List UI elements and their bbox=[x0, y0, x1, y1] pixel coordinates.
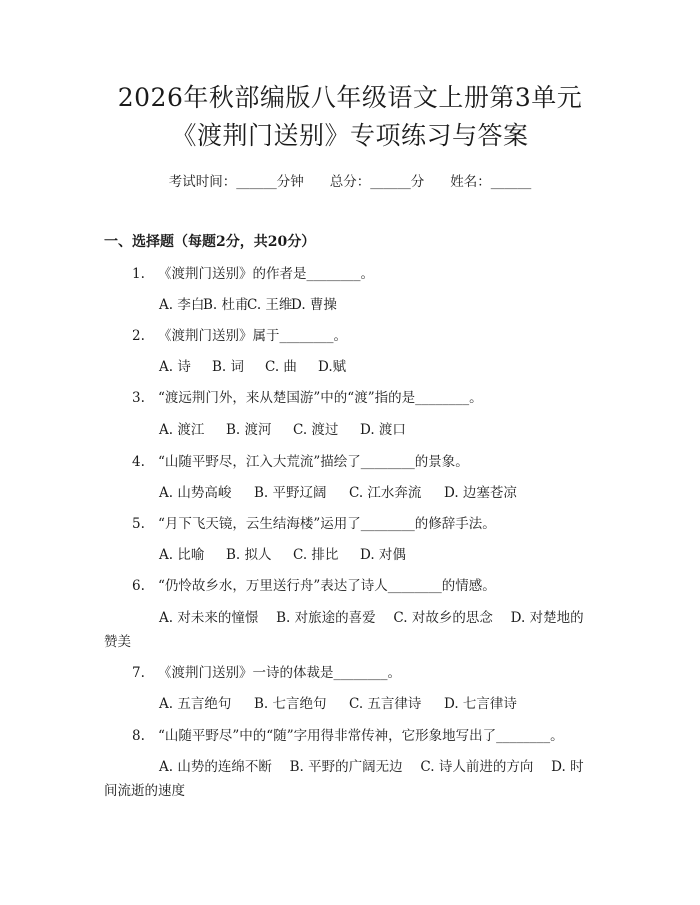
question-text: “山随平野尽”中的“随”字用得非常传神，它形象地写出了________。 bbox=[158, 728, 564, 744]
option-c: C. 王维 bbox=[247, 297, 293, 313]
question-text: “月下飞天镜，云生结海楼”运用了________的修辞手法。 bbox=[158, 516, 496, 532]
option-c: C. 曲 bbox=[265, 359, 297, 375]
question-number: 5. bbox=[132, 516, 145, 532]
option-d: D.赋 bbox=[318, 359, 347, 375]
question-1-options bbox=[159, 293, 337, 313]
question-3 bbox=[132, 386, 483, 406]
question-number: 7. bbox=[132, 665, 145, 681]
option-a: A. 比喻 bbox=[159, 547, 205, 563]
question-3-options bbox=[159, 418, 406, 438]
section-heading-choice: 一、选择题（每题2分，共20分） bbox=[104, 234, 316, 250]
question-number: 8. bbox=[132, 728, 145, 744]
question-number: 2. bbox=[132, 328, 145, 344]
exam-time-field: 考试时间：______分钟 bbox=[168, 174, 304, 190]
option-a: A. 山势高峻 bbox=[159, 485, 232, 501]
option-d: D. 七言律诗 bbox=[444, 696, 517, 712]
question-1 bbox=[132, 262, 374, 282]
question-text: “渡远荆门外，来从楚国游”中的“渡”指的是________。 bbox=[158, 390, 483, 406]
page-title-line-1: 2026年秋部编版八年级语文上册第3单元 bbox=[117, 83, 583, 112]
question-text: “仍怜故乡水，万里送行舟”表达了诗人________的情感。 bbox=[158, 578, 496, 594]
question-6-options: A. 对未来的憧憬 B. 对旅途的喜爱 C. 对故乡的思念 D. 对楚地的赞美 bbox=[104, 610, 584, 650]
option-d: D. 对偶 bbox=[360, 547, 406, 563]
question-7-options bbox=[159, 692, 517, 712]
option-c: C. 江水奔流 bbox=[349, 485, 422, 501]
question-text: 《渡荆门送别》的作者是________。 bbox=[158, 266, 374, 282]
question-5 bbox=[132, 512, 496, 532]
option-b: B. 平野辽阔 bbox=[254, 485, 327, 501]
question-2 bbox=[132, 324, 347, 344]
question-6 bbox=[132, 574, 496, 594]
option-c: C. 渡过 bbox=[293, 422, 339, 438]
question-5-options bbox=[159, 543, 406, 563]
student-name-field: 姓名：______ bbox=[450, 174, 532, 190]
question-number: 3. bbox=[132, 390, 145, 406]
question-text: 《渡荆门送别》一诗的体裁是________。 bbox=[158, 665, 401, 681]
question-7 bbox=[132, 661, 401, 681]
option-c: C. 五言律诗 bbox=[349, 696, 422, 712]
option-a: A. 五言绝句 bbox=[159, 696, 232, 712]
page-title-line-2: 《渡荆门送别》专项练习与答案 bbox=[171, 121, 529, 150]
option-d: D. 边塞苍凉 bbox=[444, 485, 517, 501]
option-b: B. 七言绝句 bbox=[254, 696, 327, 712]
total-score-field: 总分：______分 bbox=[329, 174, 425, 190]
exam-meta bbox=[0, 170, 700, 190]
option-b: B. 杜甫 bbox=[203, 297, 249, 313]
option-c: C. 排比 bbox=[293, 547, 339, 563]
question-number: 6. bbox=[132, 578, 145, 594]
option-a: A. 诗 bbox=[159, 359, 191, 375]
option-a: A. 渡江 bbox=[159, 422, 205, 438]
question-4-options bbox=[159, 481, 517, 501]
option-b: B. 拟人 bbox=[226, 547, 272, 563]
question-4 bbox=[132, 450, 469, 470]
question-number: 1. bbox=[132, 266, 145, 282]
question-number: 4. bbox=[132, 454, 145, 470]
question-2-options bbox=[159, 355, 346, 375]
option-b: B. 词 bbox=[212, 359, 245, 375]
option-d: D. 曹操 bbox=[291, 297, 337, 313]
question-8-options: A. 山势的连绵不断 B. 平野的广阔无边 C. 诗人前进的方向 D. 时间流逝的速度 bbox=[104, 759, 584, 799]
question-8 bbox=[132, 724, 564, 744]
option-a: A. 李白 bbox=[159, 297, 205, 313]
question-text: 《渡荆门送别》属于________。 bbox=[158, 328, 347, 344]
option-b: B. 渡河 bbox=[226, 422, 272, 438]
question-text: “山随平野尽，江入大荒流”描绘了________的景象。 bbox=[158, 454, 469, 470]
option-d: D. 渡口 bbox=[360, 422, 406, 438]
